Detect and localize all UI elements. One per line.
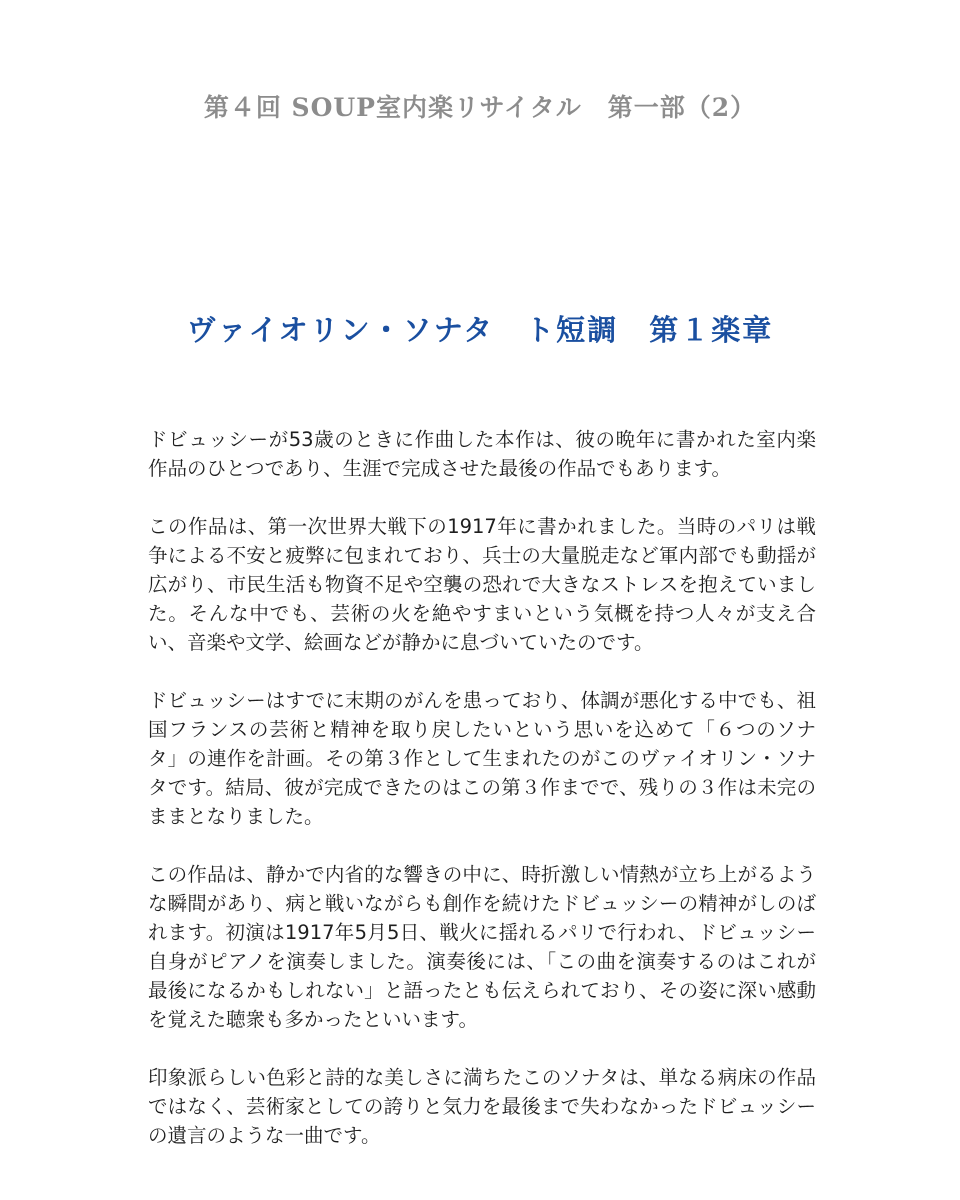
program-notes <box>148 425 816 1179</box>
paragraph-wartime: この作品は、第一次世界大戦下の1917年に書かれました。当時のパリは戦争による不安と疲弊に包まれており、兵士の大量脱走など軍内部でも動揺が広がり、市民生活も物資不足や空襲の恐れで大きなストレスを抱えていました。そんな中でも、芸術の火を絶やすまいという気概を持つ人々が支え合い、音楽や文学、絵画などが静かに息づいていたのです。 <box>148 515 816 654</box>
recital-header-title: 第４回 SOUP室内楽リサイタル 第一部（2） <box>203 93 757 122</box>
paragraph-six-sonatas: ドビュッシーはすでに末期のがんを患っており、体調が悪化する中でも、祖国フランスの芸術と精神を取り戻したいという思いを込めて「６つのソナタ」の連作を計画。その第３作として生まれたのがこのヴァイオリン・ソナタです。結局、彼が完成できたのはこの第３作までで、残りの３作は未完のままとなりました。 <box>148 689 816 828</box>
paragraph-conclusion: 印象派らしい色彩と詩的な美しさに満ちたこのソナタは、単なる病床の作品ではなく、芸術家としての誇りと気力を最後まで失わなかったドビュッシーの遺言のような一曲です。 <box>148 1066 816 1147</box>
piece-title: ヴァイオリン・ソナタ ト短調 第１楽章 <box>186 313 774 347</box>
paragraph-intro: ドビュッシーが53歳のときに作曲した本作は、彼の晩年に書かれた室内楽作品のひとつであり、生涯で完成させた最後の作品でもあります。 <box>148 428 816 480</box>
paragraph-premiere: この作品は、静かで内省的な響きの中に、時折激しい情熱が立ち上がるような瞬間があり、病と戦いながらも創作を続けたドビュッシーの精神がしのばれます。初演は1917年5月5日、戦火に揺れるパリで行われ、ドビュッシー自身がピアノを演奏しました。演奏後には、「この曲を演奏するのはこれが最後になるかもしれない」と語ったとも伝えられており、その姿に深い感動を覚えた聴衆も多かったといいます。 <box>148 863 816 1031</box>
